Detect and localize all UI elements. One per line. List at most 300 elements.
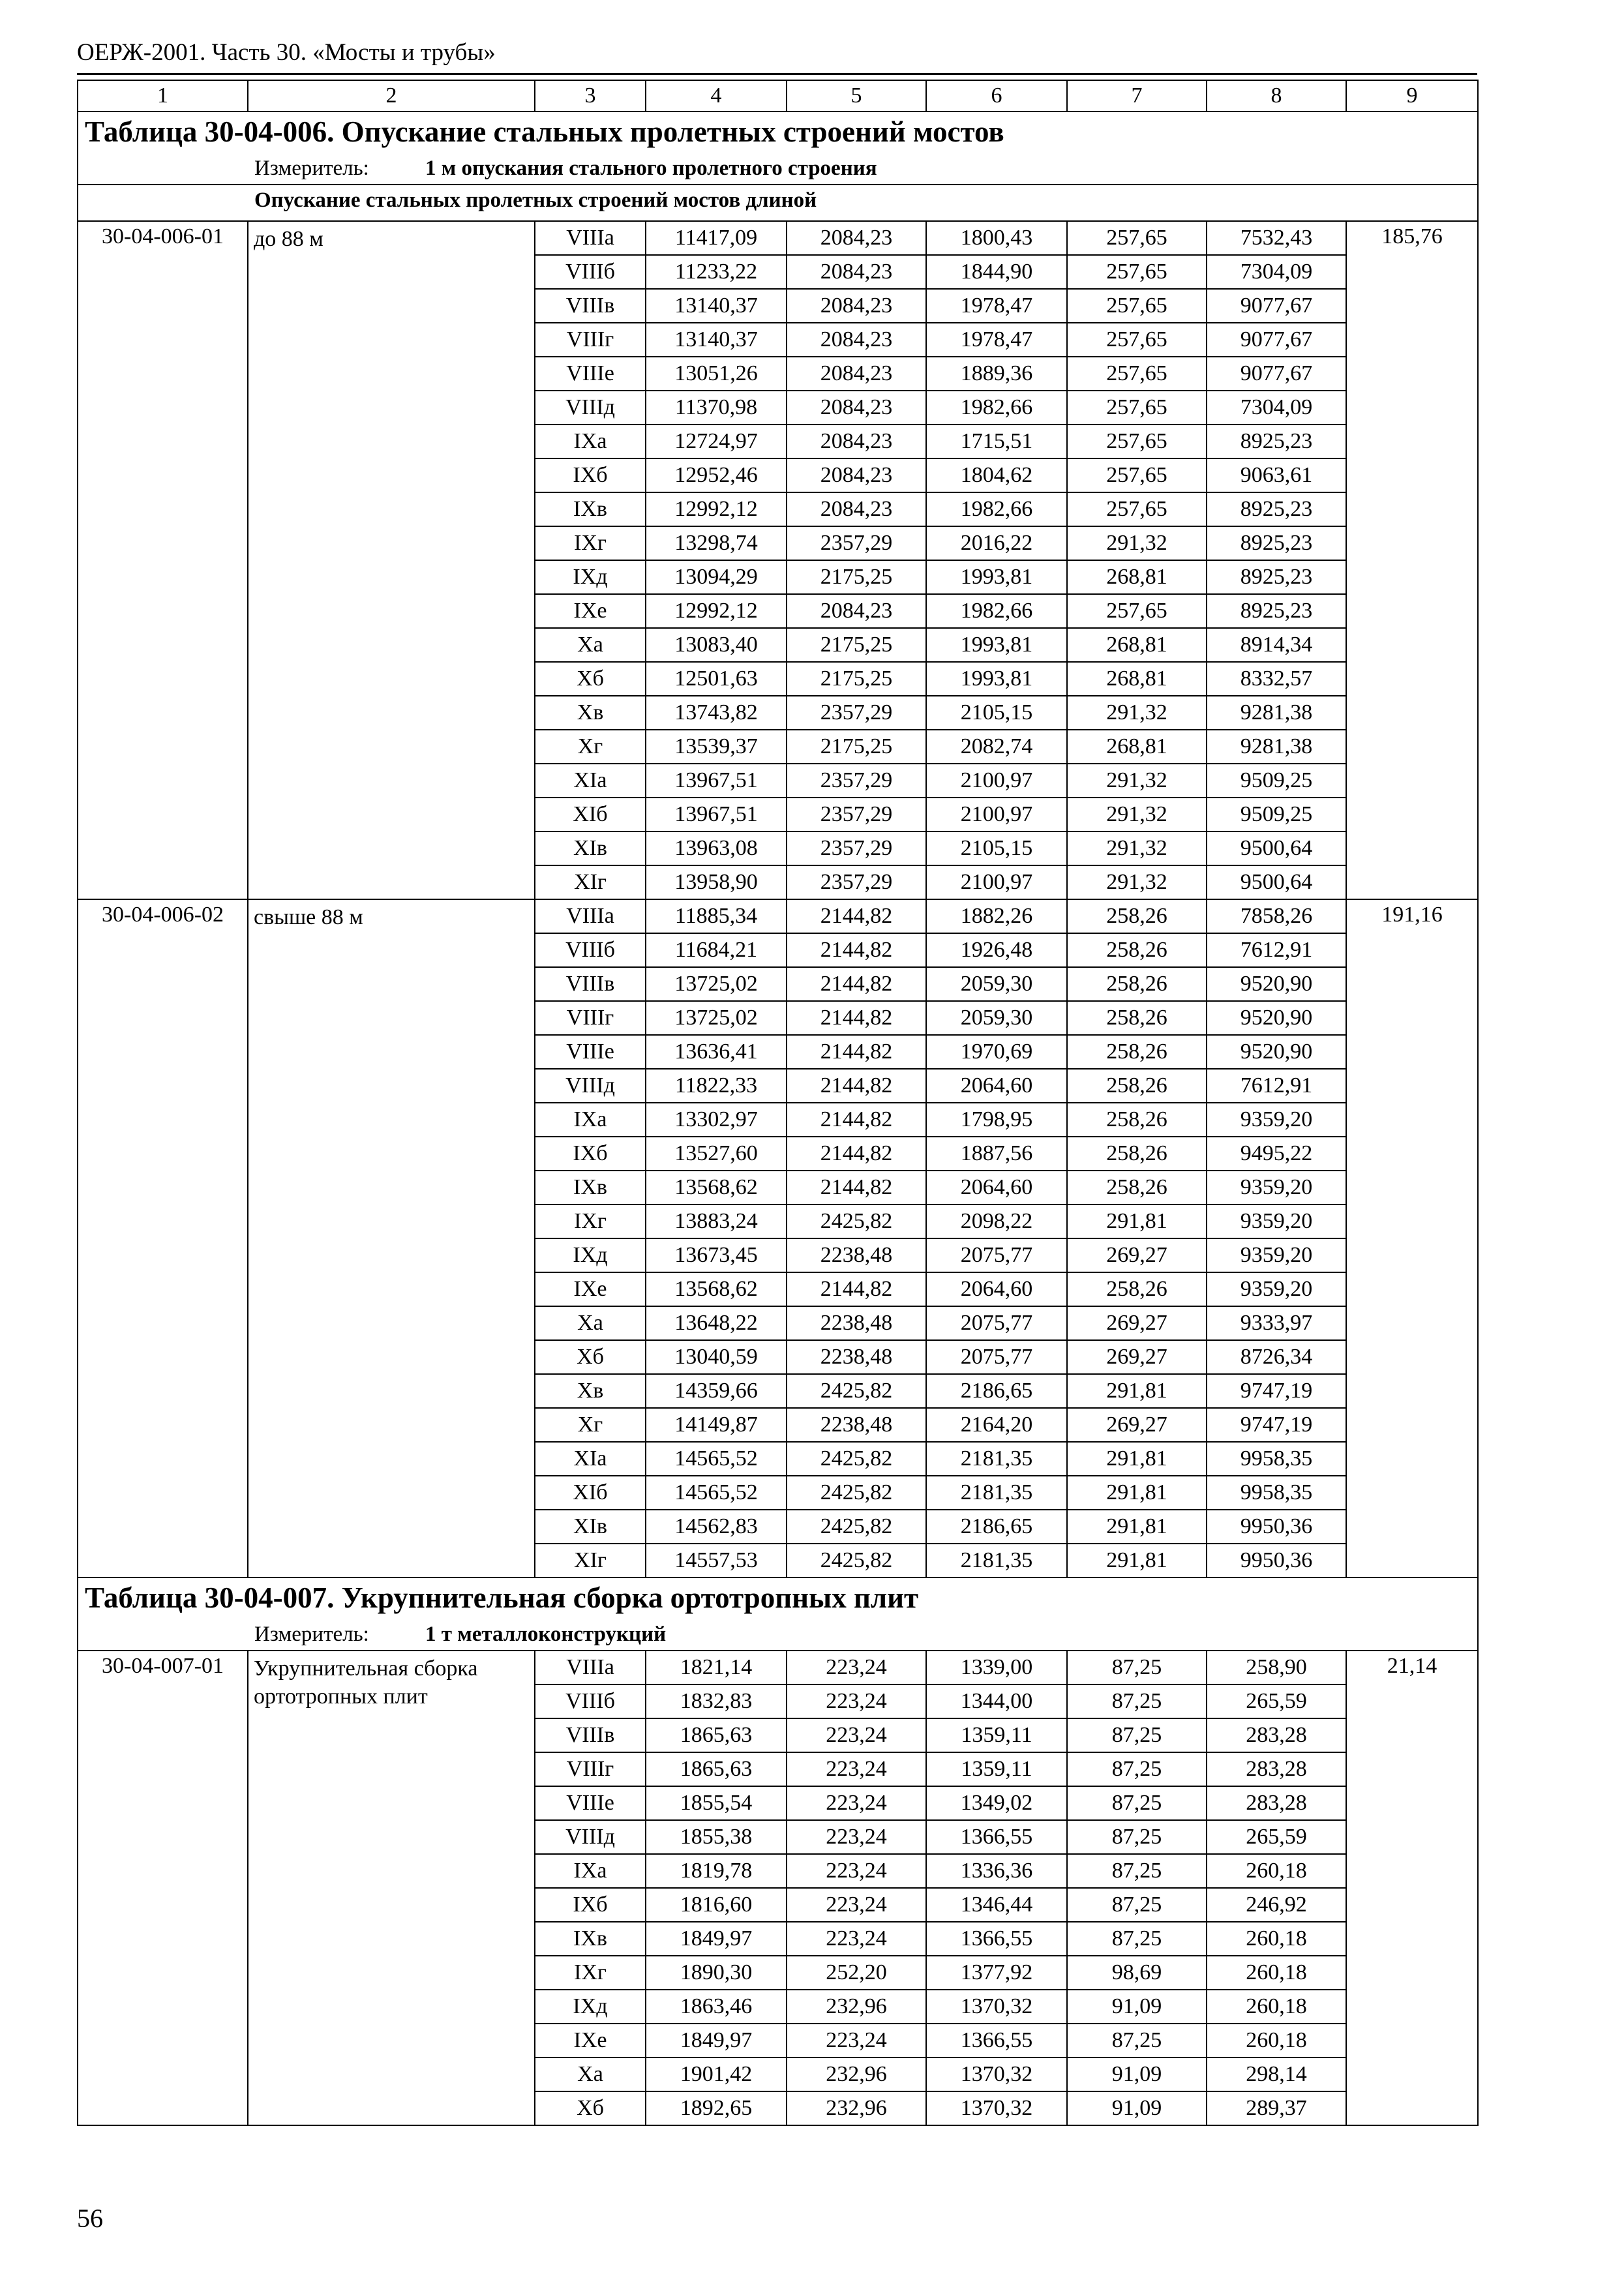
value-cell: 11417,09 [646,221,787,255]
value-cell: 1359,11 [926,1718,1067,1752]
value-cell: 13040,59 [646,1340,787,1374]
value-cell: 13140,37 [646,289,787,323]
table-title-row [78,1578,1478,1621]
value-cell: 2064,60 [926,1171,1067,1204]
value-cell: 13883,24 [646,1204,787,1238]
value-cell: 1855,38 [646,1820,787,1854]
value-cell: 1366,55 [926,1922,1067,1956]
value-cell: 7858,26 [1207,899,1346,933]
zone-cell: VIIIд [535,391,646,425]
zone-cell: IXд [535,1990,646,2024]
value-cell: 268,81 [1067,730,1207,764]
measure-row [78,155,1478,185]
value-cell: 13568,62 [646,1272,787,1306]
value-cell: 87,25 [1067,1820,1207,1854]
value-cell: 1800,43 [926,221,1067,255]
value-cell: 11822,33 [646,1069,787,1103]
value-cell: 223,24 [787,1922,926,1956]
value-cell: 2016,22 [926,526,1067,560]
value-cell: 14565,52 [646,1442,787,1476]
value-cell: 2144,82 [787,1171,926,1204]
value-cell: 2186,65 [926,1374,1067,1408]
zone-cell: IXг [535,526,646,560]
value-cell: 1804,62 [926,458,1067,492]
value-cell: 260,18 [1207,1854,1346,1888]
zone-cell: VIIIе [535,1035,646,1069]
value-cell: 12992,12 [646,492,787,526]
value-cell: 258,26 [1067,1069,1207,1103]
value-cell: 291,81 [1067,1476,1207,1510]
value-cell: 1890,30 [646,1956,787,1990]
value-cell: 1978,47 [926,289,1067,323]
measure-row [78,1621,1478,1651]
value-cell: 298,14 [1207,2057,1346,2091]
value-cell: 2425,82 [787,1544,926,1578]
zone-cell: VIIIе [535,357,646,391]
value-cell: 258,26 [1067,933,1207,967]
value-cell: 269,27 [1067,1238,1207,1272]
value-cell: 13725,02 [646,1001,787,1035]
zone-cell: IXб [535,458,646,492]
value-cell: 252,20 [787,1956,926,1990]
value-cell: 1887,56 [926,1137,1067,1171]
value-cell: 1816,60 [646,1888,787,1922]
section-row [78,185,1478,221]
value-cell: 98,69 [1067,1956,1207,1990]
value-cell: 1370,32 [926,2091,1067,2125]
value-cell: 291,32 [1067,526,1207,560]
value-cell: 223,24 [787,1651,926,1684]
zone-cell: IXв [535,1922,646,1956]
zone-cell: Xа [535,1306,646,1340]
value-cell: 1982,66 [926,492,1067,526]
value-cell: 2357,29 [787,764,926,798]
value-cell: 1993,81 [926,628,1067,662]
value-cell: 8914,34 [1207,628,1346,662]
value-cell: 2181,35 [926,1442,1067,1476]
zone-cell: XIг [535,1544,646,1578]
value-cell: 9747,19 [1207,1374,1346,1408]
zone-cell: Xв [535,696,646,730]
value-cell: 257,65 [1067,289,1207,323]
value-cell: 1844,90 [926,255,1067,289]
value-cell: 13302,97 [646,1103,787,1137]
zone-cell: IXв [535,1171,646,1204]
value-cell: 257,65 [1067,458,1207,492]
column-number: 7 [1067,80,1207,112]
value-cell: 13298,74 [646,526,787,560]
value-cell: 1993,81 [926,560,1067,594]
value-cell: 13636,41 [646,1035,787,1069]
value-cell: 2064,60 [926,1272,1067,1306]
value-cell: 2357,29 [787,696,926,730]
value-cell: 12501,63 [646,662,787,696]
value-cell: 2059,30 [926,967,1067,1001]
zone-cell: VIIIг [535,1752,646,1786]
value-cell: 13725,02 [646,967,787,1001]
zone-cell: IXе [535,594,646,628]
value-cell: 1346,44 [926,1888,1067,1922]
value-cell: 223,24 [787,1854,926,1888]
value-cell: 291,81 [1067,1510,1207,1544]
measure-label: Измеритель: [254,1623,369,1646]
value-cell: 2425,82 [787,1204,926,1238]
value-cell: 1366,55 [926,2024,1067,2057]
value-cell: 13140,37 [646,323,787,357]
value-cell: 12724,97 [646,425,787,458]
value-cell: 13743,82 [646,696,787,730]
value-cell: 223,24 [787,1786,926,1820]
value-cell: 13958,90 [646,865,787,899]
zone-cell: IXд [535,1238,646,1272]
value-cell: 1339,00 [926,1651,1067,1684]
zone-cell: VIIIв [535,1718,646,1752]
value-cell: 2100,97 [926,865,1067,899]
value-cell: 1366,55 [926,1820,1067,1854]
value-cell: 2425,82 [787,1374,926,1408]
value-cell: 1359,11 [926,1752,1067,1786]
zone-cell: IXг [535,1204,646,1238]
zone-cell: VIIIг [535,1001,646,1035]
value-cell: 291,32 [1067,764,1207,798]
value-cell: 2144,82 [787,1272,926,1306]
value-cell: 11233,22 [646,255,787,289]
value-cell: 2144,82 [787,933,926,967]
value-cell: 8925,23 [1207,492,1346,526]
value-cell: 2144,82 [787,899,926,933]
value-cell: 13568,62 [646,1171,787,1204]
value-cell: 13083,40 [646,628,787,662]
value-cell: 258,26 [1067,1137,1207,1171]
zone-cell: VIIIв [535,967,646,1001]
value-cell: 8726,34 [1207,1340,1346,1374]
value-cell: 289,37 [1207,2091,1346,2125]
zone-cell: VIIIб [535,255,646,289]
measure-value: 1 т металлоконструкций [425,1623,667,1646]
value-cell: 2084,23 [787,425,926,458]
value-cell: 2105,15 [926,696,1067,730]
value-cell: 223,24 [787,1888,926,1922]
value-cell: 14557,53 [646,1544,787,1578]
value-cell: 87,25 [1067,2024,1207,2057]
value-cell: 2144,82 [787,1137,926,1171]
zone-cell: XIа [535,764,646,798]
value-cell: 13967,51 [646,764,787,798]
column-number: 3 [535,80,646,112]
value-cell: 2082,74 [926,730,1067,764]
value-cell: 13094,29 [646,560,787,594]
zone-cell: Xа [535,628,646,662]
table-title: Таблица 30-04-006. Опускание стальных пролетных строений мостов [78,112,1478,155]
zone-cell: XIа [535,1442,646,1476]
value-cell: 91,09 [1067,1990,1207,2024]
zone-cell: IXе [535,2024,646,2057]
value-cell: 2357,29 [787,526,926,560]
value-cell: 9950,36 [1207,1510,1346,1544]
zone-cell: IXг [535,1956,646,1990]
value-cell: 9359,20 [1207,1238,1346,1272]
value-cell: 11684,21 [646,933,787,967]
value-cell: 223,24 [787,1684,926,1718]
value-cell: 2084,23 [787,289,926,323]
value-cell: 9359,20 [1207,1272,1346,1306]
value-cell: 9495,22 [1207,1137,1346,1171]
value-cell: 2084,23 [787,221,926,255]
value-cell: 7532,43 [1207,221,1346,255]
value-cell: 8925,23 [1207,425,1346,458]
value-cell: 7612,91 [1207,933,1346,967]
value-cell: 9747,19 [1207,1408,1346,1442]
value-cell: 2100,97 [926,798,1067,831]
value-cell: 13963,08 [646,831,787,865]
table-row [78,899,1478,933]
value-cell: 9063,61 [1207,458,1346,492]
value-cell: 223,24 [787,2024,926,2057]
value-cell: 291,81 [1067,1374,1207,1408]
zone-cell: Xб [535,662,646,696]
value-cell: 9520,90 [1207,1035,1346,1069]
value-cell: 9500,64 [1207,831,1346,865]
zone-cell: VIIIа [535,899,646,933]
rate-code: 30-04-006-01 [78,221,248,899]
value-cell: 257,65 [1067,425,1207,458]
value-cell: 11370,98 [646,391,787,425]
value-cell: 1978,47 [926,323,1067,357]
value-cell: 260,18 [1207,1990,1346,2024]
zone-cell: VIIIд [535,1820,646,1854]
value-cell: 265,59 [1207,1684,1346,1718]
value-cell: 1865,63 [646,1752,787,1786]
value-cell: 269,27 [1067,1408,1207,1442]
value-cell: 9333,97 [1207,1306,1346,1340]
value-cell: 9509,25 [1207,798,1346,831]
value-cell: 268,81 [1067,560,1207,594]
value-cell: 1821,14 [646,1651,787,1684]
zone-cell: Xа [535,2057,646,2091]
value-cell: 2144,82 [787,1035,926,1069]
zone-cell: Xг [535,730,646,764]
zone-cell: VIIIа [535,1651,646,1684]
value-cell: 2175,25 [787,662,926,696]
value-cell: 223,24 [787,1752,926,1786]
value-cell: 13051,26 [646,357,787,391]
value-cell: 291,81 [1067,1204,1207,1238]
measure-line [78,155,1478,185]
value-cell: 9077,67 [1207,357,1346,391]
value-cell: 13527,60 [646,1137,787,1171]
rate-name: свыше 88 м [248,899,535,1578]
measure-value: 1 м опускания стального пролетного строения [425,157,877,180]
value-cell: 258,26 [1067,1103,1207,1137]
value-cell: 1970,69 [926,1035,1067,1069]
value-cell: 283,28 [1207,1718,1346,1752]
value-cell: 257,65 [1067,391,1207,425]
zone-cell: XIг [535,865,646,899]
value-cell: 2064,60 [926,1069,1067,1103]
value-cell: 2357,29 [787,798,926,831]
value-cell: 9520,90 [1207,1001,1346,1035]
value-cell: 1832,83 [646,1684,787,1718]
zone-cell: IXа [535,1103,646,1137]
value-cell: 2084,23 [787,594,926,628]
value-cell: 9950,36 [1207,1544,1346,1578]
zone-cell: IXд [535,560,646,594]
measure-label: Измеритель: [254,157,369,180]
value-cell: 8332,57 [1207,662,1346,696]
value-cell: 2059,30 [926,1001,1067,1035]
value-cell: 2238,48 [787,1408,926,1442]
value-cell: 1798,95 [926,1103,1067,1137]
value-cell: 2105,15 [926,831,1067,865]
rate-code: 30-04-007-01 [78,1651,248,2125]
column-number: 5 [787,80,926,112]
value-cell: 9509,25 [1207,764,1346,798]
value-cell: 7304,09 [1207,255,1346,289]
rate-name: Укрупнительная сборка ортотропных плит [248,1651,535,2125]
zone-cell: IXв [535,492,646,526]
value-cell: 265,59 [1207,1820,1346,1854]
zone-cell: Xб [535,1340,646,1374]
value-cell: 9281,38 [1207,696,1346,730]
value-cell: 2175,25 [787,560,926,594]
value-cell: 1336,36 [926,1854,1067,1888]
zone-cell: VIIIб [535,1684,646,1718]
value-cell: 223,24 [787,1718,926,1752]
value-cell: 2186,65 [926,1510,1067,1544]
table-title-row [78,112,1478,155]
value-cell: 2084,23 [787,323,926,357]
value-cell: 258,26 [1067,1171,1207,1204]
value-cell: 2175,25 [787,730,926,764]
value-cell: 1715,51 [926,425,1067,458]
value-cell: 1982,66 [926,391,1067,425]
value-cell: 14562,83 [646,1510,787,1544]
zone-cell: Xв [535,1374,646,1408]
zone-cell: VIIIд [535,1069,646,1103]
value-cell: 12992,12 [646,594,787,628]
value-cell: 13648,22 [646,1306,787,1340]
value-cell: 9281,38 [1207,730,1346,764]
table-row [78,221,1478,255]
value-cell: 291,32 [1067,798,1207,831]
value-cell: 9077,67 [1207,289,1346,323]
column-number: 9 [1346,80,1478,112]
value-cell: 2144,82 [787,967,926,1001]
value-cell: 1849,97 [646,1922,787,1956]
value-cell: 7612,91 [1207,1069,1346,1103]
value-cell: 9958,35 [1207,1442,1346,1476]
value-cell: 2075,77 [926,1306,1067,1340]
value-cell: 1926,48 [926,933,1067,967]
column-number: 6 [926,80,1067,112]
value-cell: 7304,09 [1207,391,1346,425]
measure-line [78,1621,1478,1651]
value-cell: 2425,82 [787,1442,926,1476]
zone-cell: IXе [535,1272,646,1306]
value-cell: 9359,20 [1207,1171,1346,1204]
column-number: 8 [1207,80,1346,112]
value-cell: 13673,45 [646,1238,787,1272]
value-cell: 1344,00 [926,1684,1067,1718]
rates-table [77,80,1479,2126]
value-cell: 9520,90 [1207,967,1346,1001]
value-cell: 1901,42 [646,2057,787,2091]
value-cell: 291,32 [1067,831,1207,865]
value-cell: 2425,82 [787,1476,926,1510]
labor-cost-cell: 185,76 [1346,221,1478,899]
value-cell: 2084,23 [787,391,926,425]
value-cell: 2075,77 [926,1238,1067,1272]
value-cell: 11885,34 [646,899,787,933]
table-title: Таблица 30-04-007. Укрупнительная сборка ортотропных плит [78,1578,1478,1621]
value-cell: 291,81 [1067,1544,1207,1578]
value-cell: 291,81 [1067,1442,1207,1476]
value-cell: 260,18 [1207,1956,1346,1990]
value-cell: 9500,64 [1207,865,1346,899]
rate-name: до 88 м [248,221,535,899]
value-cell: 87,25 [1067,1922,1207,1956]
value-cell: 1377,92 [926,1956,1067,1990]
value-cell: 232,96 [787,2091,926,2125]
value-cell: 14565,52 [646,1476,787,1510]
value-cell: 12952,46 [646,458,787,492]
value-cell: 2425,82 [787,1510,926,1544]
value-cell: 87,25 [1067,1684,1207,1718]
value-cell: 2181,35 [926,1476,1067,1510]
value-cell: 1855,54 [646,1786,787,1820]
value-cell: 258,26 [1067,1272,1207,1306]
value-cell: 257,65 [1067,323,1207,357]
value-cell: 87,25 [1067,1718,1207,1752]
value-cell: 2084,23 [787,458,926,492]
value-cell: 258,90 [1207,1651,1346,1684]
value-cell: 257,65 [1067,357,1207,391]
zone-cell: IXб [535,1137,646,1171]
zone-cell: Xб [535,2091,646,2125]
zone-cell: VIIIб [535,933,646,967]
value-cell: 8925,23 [1207,560,1346,594]
value-cell: 87,25 [1067,1854,1207,1888]
value-cell: 2144,82 [787,1069,926,1103]
section-heading: Опускание стальных пролетных строений мостов длиной [78,185,1478,221]
value-cell: 1370,32 [926,2057,1067,2091]
zone-cell: IXа [535,425,646,458]
column-number: 2 [248,80,535,112]
value-cell: 268,81 [1067,662,1207,696]
value-cell: 13539,37 [646,730,787,764]
value-cell: 269,27 [1067,1306,1207,1340]
table-row [78,1651,1478,1684]
column-number: 1 [78,80,248,112]
value-cell: 2357,29 [787,865,926,899]
value-cell: 1863,46 [646,1990,787,2024]
rate-code: 30-04-006-02 [78,899,248,1578]
value-cell: 1889,36 [926,357,1067,391]
value-cell: 9359,20 [1207,1103,1346,1137]
value-cell: 260,18 [1207,1922,1346,1956]
value-cell: 260,18 [1207,2024,1346,2057]
header-rule [77,73,1477,75]
value-cell: 1349,02 [926,1786,1067,1820]
value-cell: 2238,48 [787,1306,926,1340]
zone-cell: VIIIа [535,221,646,255]
value-cell: 2098,22 [926,1204,1067,1238]
value-cell: 2084,23 [787,357,926,391]
value-cell: 87,25 [1067,1888,1207,1922]
value-cell: 2144,82 [787,1103,926,1137]
value-cell: 2084,23 [787,255,926,289]
zone-cell: VIIIв [535,289,646,323]
